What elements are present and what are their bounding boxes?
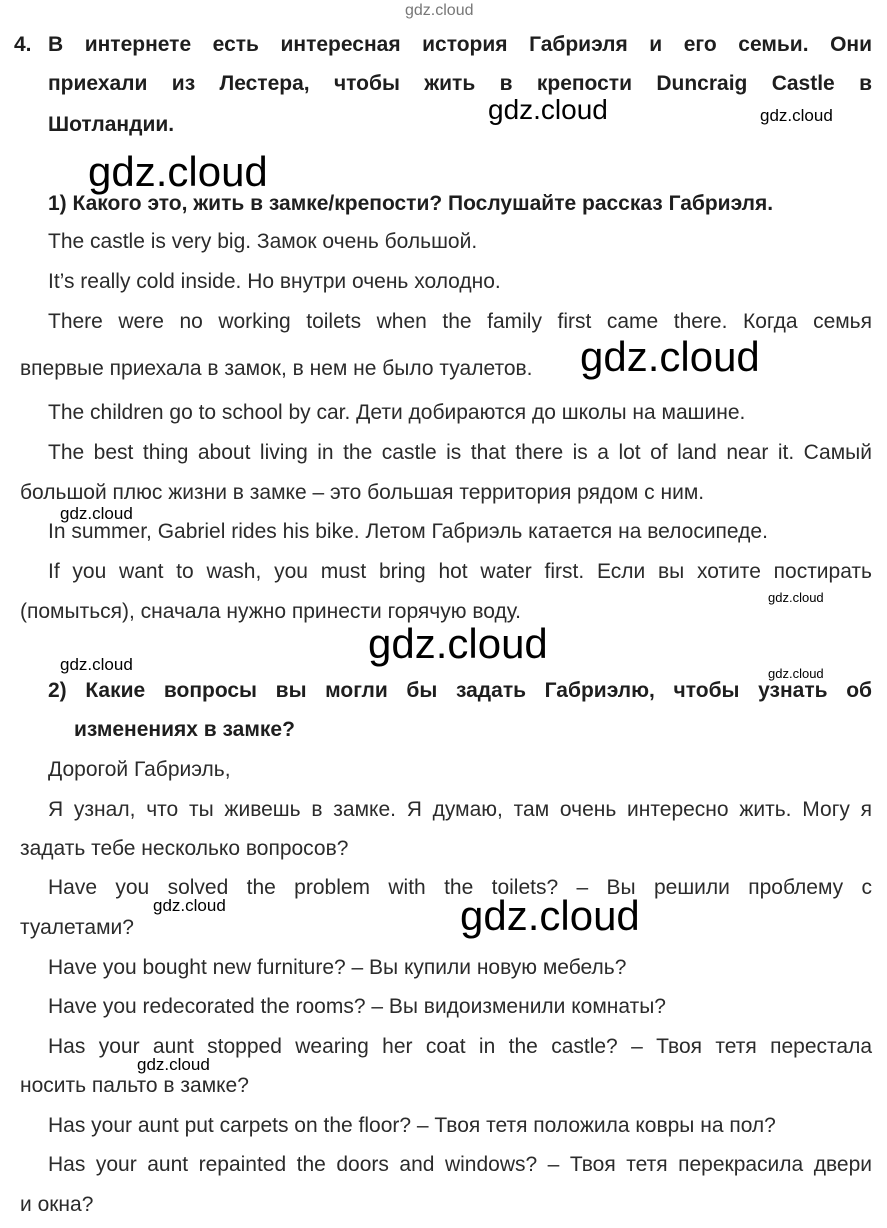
watermark: gdz.cloud <box>153 896 226 915</box>
part1-line-7b: (помыться), сначала нужно принести горячую воду. <box>20 600 521 623</box>
part2-line-3b: туалетами? <box>20 916 134 939</box>
watermark: gdz.cloud <box>460 892 640 939</box>
watermark: gdz.cloud <box>88 148 268 195</box>
part1-line-2: It’s really cold inside. Но внутри очень холодно. <box>48 270 501 293</box>
task-line-3: Шотландии. <box>48 113 175 136</box>
part1-line-5a: The best thing about living in the castle is that there is a lot of land near it. Самый <box>48 441 872 464</box>
part2-line-5: Have you redecorated the rooms? – Вы видоизменили комнаты? <box>48 995 666 1018</box>
part2-line-3a: Have you solved the problem with the toilets? – Вы решили проблему с <box>48 876 872 899</box>
part2-line-8b: и окна? <box>20 1193 94 1216</box>
watermark: gdz.cloud <box>488 94 608 125</box>
part2-line-8a: Has your aunt repainted the doors and windows? – Твоя тетя перекрасила двери <box>48 1153 872 1176</box>
part2-line-2b: задать тебе несколько вопросов? <box>20 837 349 860</box>
watermark: gdz.cloud <box>768 590 824 605</box>
watermark: gdz.cloud <box>60 655 133 674</box>
part1-line-6: In summer, Gabriel rides his bike. Летом Габриэль катается на велосипеде. <box>48 520 768 543</box>
watermark: gdz.cloud <box>60 504 133 523</box>
part2-heading-b: изменениях в замке? <box>74 718 295 741</box>
task-line-1: В интернете есть интересная история Габриэля и его семьи. Они <box>48 33 872 56</box>
part2-line-7: Has your aunt put carpets on the floor? – Твоя тетя положила ковры на пол? <box>48 1114 776 1137</box>
part1-line-3b: впервые приехала в замок, в нем не было туалетов. <box>20 357 533 380</box>
watermark: gdz.cloud <box>368 620 548 667</box>
part2-line-4: Have you bought new furniture? – Вы купили новую мебель? <box>48 956 627 979</box>
watermark: gdz.cloud <box>768 666 824 681</box>
part1-line-5b: большой плюс жизни в замке – это большая территория рядом с ним. <box>20 481 705 504</box>
task-line-2: приехали из Лестера, чтобы жить в крепости Duncraig Castle в <box>48 72 872 95</box>
part1-heading: 1) Какого это, жить в замке/крепости? Послушайте рассказ Габриэля. <box>48 192 774 215</box>
part1-line-3a: There were no working toilets when the family first came there. Когда семья <box>48 310 872 333</box>
part1-line-7a: If you want to wash, you must bring hot water first. Если вы хотите постирать <box>48 560 872 583</box>
part2-line-1: Дорогой Габриэль, <box>48 758 231 781</box>
watermark: gdz.cloud <box>580 333 760 380</box>
task-number: 4. <box>14 33 32 56</box>
part2-line-6b: носить пальто в замке? <box>20 1074 249 1097</box>
part2-line-2a: Я узнал, что ты живешь в замке. Я думаю, там очень интересно жить. Могу я <box>48 798 872 821</box>
watermark-top: gdz.cloud <box>405 2 474 19</box>
part1-line-1: The castle is very big. Замок очень большой. <box>48 230 478 253</box>
part1-line-4: The children go to school by car. Дети добираются до школы на машине. <box>48 401 746 424</box>
part2-heading-a: 2) Какие вопросы вы могли бы задать Габриэлю, чтобы узнать об <box>48 679 872 702</box>
watermark: gdz.cloud <box>137 1055 210 1074</box>
part2-line-6a: Has your aunt stopped wearing her coat in the castle? – Твоя тетя перестала <box>48 1035 872 1058</box>
watermark: gdz.cloud <box>760 106 833 125</box>
